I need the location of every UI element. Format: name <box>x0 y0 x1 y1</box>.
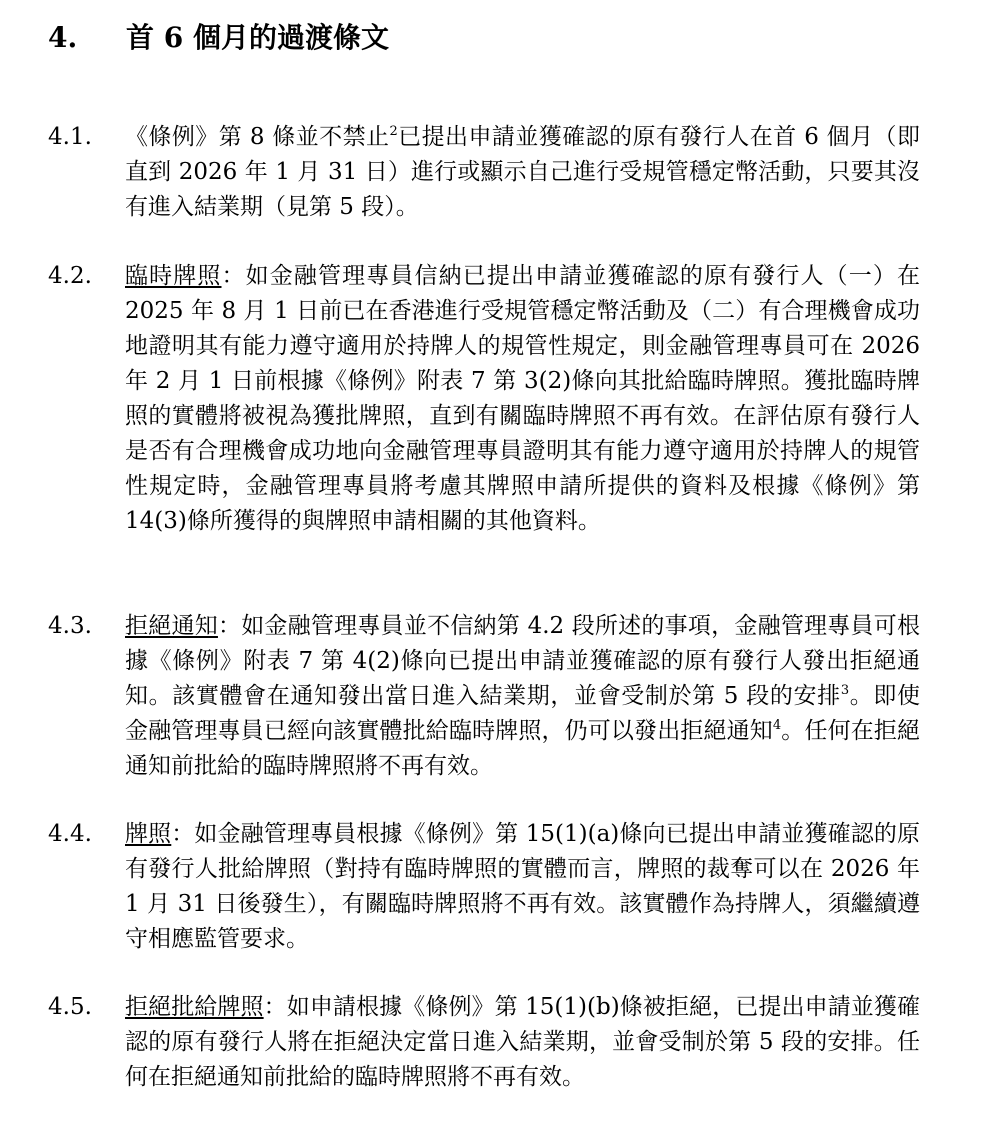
paragraph-body <box>125 609 920 784</box>
section-number: 4. <box>48 21 78 54</box>
paragraph-heading: 拒絕通知 <box>125 613 218 639</box>
paragraph-body <box>125 990 920 1095</box>
footnote-marker[interactable]: 4 <box>772 718 782 733</box>
paragraph-body <box>125 259 920 539</box>
footnote-marker[interactable]: 2 <box>389 124 398 139</box>
section-title: 首 6 個月的過渡條文 <box>126 21 389 54</box>
paragraph-4-1 <box>48 120 928 225</box>
paragraph-4-3 <box>48 609 928 784</box>
paragraph-text: 《條例》第 8 條並不禁止 <box>125 124 390 150</box>
paragraph-number: 4.2. <box>48 263 92 289</box>
paragraph-heading: 臨時牌照 <box>125 263 222 289</box>
paragraph-4-2 <box>48 259 928 539</box>
paragraph-4-4 <box>48 817 928 957</box>
paragraph-text: 。任何在拒絕通知前批給的臨時牌照將不再有效。 <box>125 718 921 779</box>
section-heading <box>48 18 389 58</box>
paragraph-text: ：如金融管理專員根據《條例》第 15(1)(a)條向已提出申請並獲確認的原有發行人批給牌照（對持有臨時牌照的實體而言，牌照的裁奪可以在 2026 年 1 月 31 日後發生），有關臨時牌照將不再有效。該實體作為持牌人，須繼續遵守相應監管要求。 <box>125 821 920 952</box>
paragraph-heading: 拒絕批給牌照 <box>125 994 264 1020</box>
paragraph-number: 4.1. <box>48 124 92 150</box>
paragraph-number: 4.5. <box>48 994 92 1020</box>
paragraph-number: 4.3. <box>48 613 92 639</box>
paragraph-text: 已提出申請並獲確認的原有發行人在首 6 個月（即直到 2026 年 1 月 31 日）進行或顯示自己進行受規管穩定幣活動，只要其沒有進入結業期（見第 5 段）。 <box>125 124 920 220</box>
paragraph-heading: 牌照 <box>125 821 172 847</box>
paragraph-body <box>125 120 920 225</box>
paragraph-number: 4.4. <box>48 821 92 847</box>
paragraph-4-5 <box>48 990 928 1095</box>
footnote-marker[interactable]: 3 <box>840 683 850 698</box>
paragraph-text: ：如金融管理專員並不信納第 4.2 段所述的事項，金融管理專員可根據《條例》附表 7 第 4(2)條向已提出申請並獲確認的原有發行人發出拒絕通知。該實體會在通知發出當日進入結業期，並會受制於第 5 段的安排 <box>125 613 921 709</box>
paragraph-text: ：如申請根據《條例》第 15(1)(b)條被拒絕，已提出申請並獲確認的原有發行人將在拒絕決定當日進入結業期，並會受制於第 5 段的安排。任何在拒絕通知前批給的臨時牌照將不再有效。 <box>125 994 921 1090</box>
paragraph-body <box>125 817 920 957</box>
paragraph-text: 。即使金融管理專員已經向該實體批給臨時牌照，仍可以發出拒絕通知 <box>125 683 921 744</box>
paragraph-text: ：如金融管理專員信納已提出申請並獲確認的原有發行人（一）在 2025 年 8 月 1 日前已在香港進行受規管穩定幣活動及（二）有合理機會成功地證明其有能力遵守適用於持牌人的規管性規定，則金融管理專員可在 2026 年 2 月 1 日前根據《條例》附表 7 第 3(2)條向其批給臨時牌照。獲批臨時牌照的實體將被視為獲批牌照，直到有關臨時牌照不再有效。在評估原有發行人是否有合理機會成功地向金融管理專員證明其有能力遵守適用於持牌人的規管性規定時，金融管理專員將考慮其牌照申請所提供的資料及根據《條例》第 14(3)條所獲得的與牌照申請相關的其他資料。 <box>125 263 920 534</box>
